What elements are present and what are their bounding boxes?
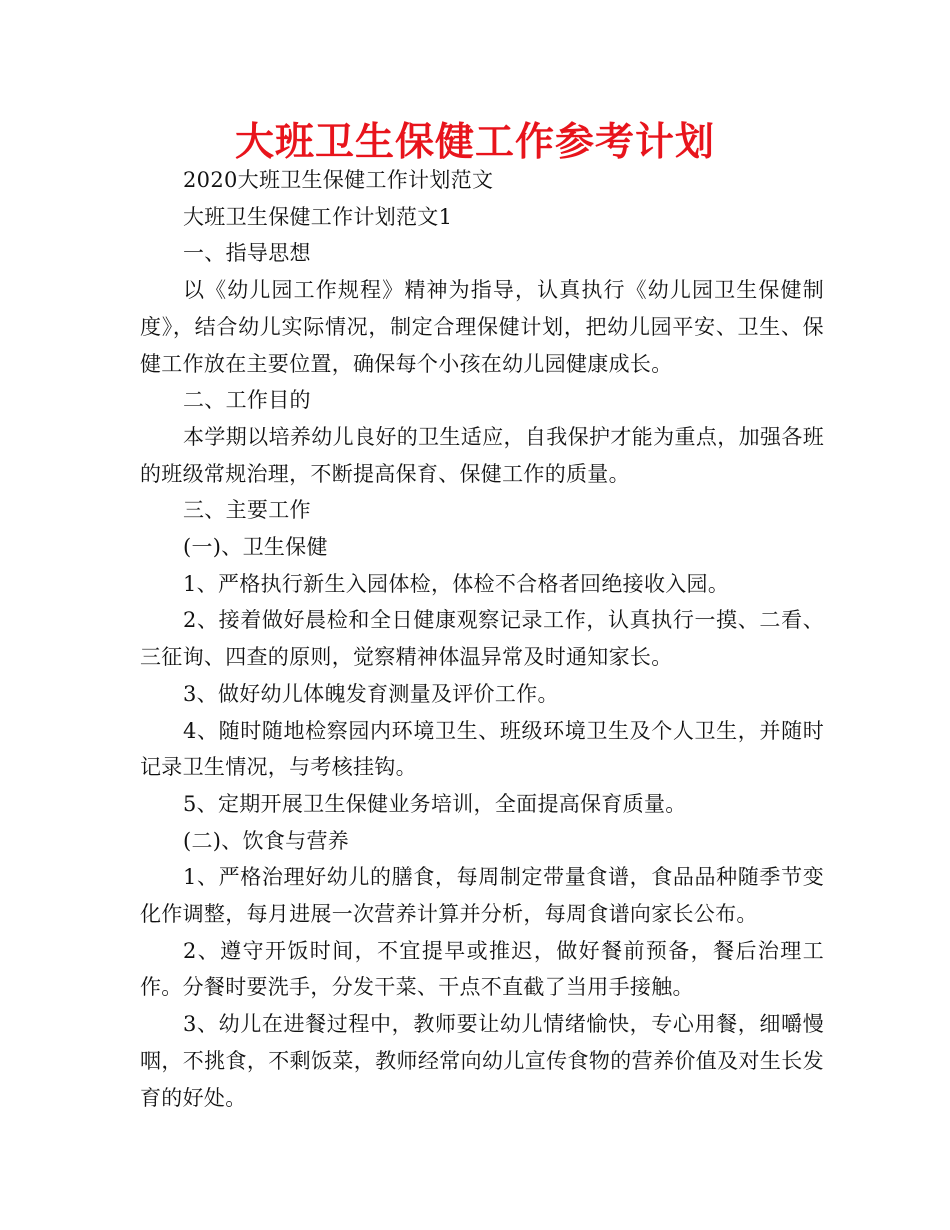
list-item: 1、严格执行新生入园体检，体检不合格者回绝接收入园。: [183, 571, 730, 596]
list-item: 3、幼儿在进餐过程中，教师要让幼儿情绪愉快，专心用餐，细嚼慢咽，不挑食，不剩饭菜，教师经常向幼儿宣传食物的营养价值及对生长发育的好处。: [140, 1012, 824, 1110]
section-heading: 一、指导思想: [183, 241, 311, 266]
paragraph: 本学期以培养幼儿良好的卫生适应，自我保护才能为重点，加强各班的班级常规治理，不断提高保育、保健工作的质量。: [140, 424, 824, 486]
list-item: 5、定期开展卫生保健业务培训，全面提高保育质量。: [183, 791, 687, 816]
list-item: 2、遵守开饭时间，不宜提早或推迟，做好餐前预备，餐后治理工作。分餐时要洗手，分发干菜、干点不直截了当用手接触。: [140, 938, 824, 1000]
section-heading: 二、工作目的: [183, 388, 311, 413]
section-heading: 三、主要工作: [183, 498, 311, 523]
subsection-heading: (一)、卫生保健: [183, 535, 328, 560]
list-item: 3、做好幼儿体魄发育测量及评价工作。: [183, 681, 559, 706]
document-title: 大班卫生保健工作参考计划: [234, 120, 715, 165]
paragraph: 2020大班卫生保健工作计划范文: [183, 168, 494, 192]
paragraph: 以《幼儿园工作规程》精神为指导，认真执行《幼儿园卫生保健制度》，结合幼儿实际情况，制定合理保健计划，把幼儿园平安、卫生、保健工作放在主要位置，确保每个小孩在幼儿园健康成长。: [140, 278, 824, 376]
subsection-heading: (二)、饮食与营养: [183, 828, 350, 853]
list-item: 4、随时随地检察园内环境卫生、班级环境卫生及个人卫生，并随时记录卫生情况，与考核挂钩。: [140, 718, 824, 780]
list-item: 2、接着做好晨检和全日健康观察记录工作，认真执行一摸、二看、三征询、四查的原则，觉察精神体温异常及时通知家长。: [140, 608, 824, 670]
document-body: [140, 162, 824, 1116]
list-item: 1、严格治理好幼儿的膳食，每周制定带量食谱，食品品种随季节变化作调整，每月进展一次营养计算并分析，每周食谱向家长公布。: [140, 865, 824, 927]
paragraph: 大班卫生保健工作计划范文1: [183, 204, 453, 229]
